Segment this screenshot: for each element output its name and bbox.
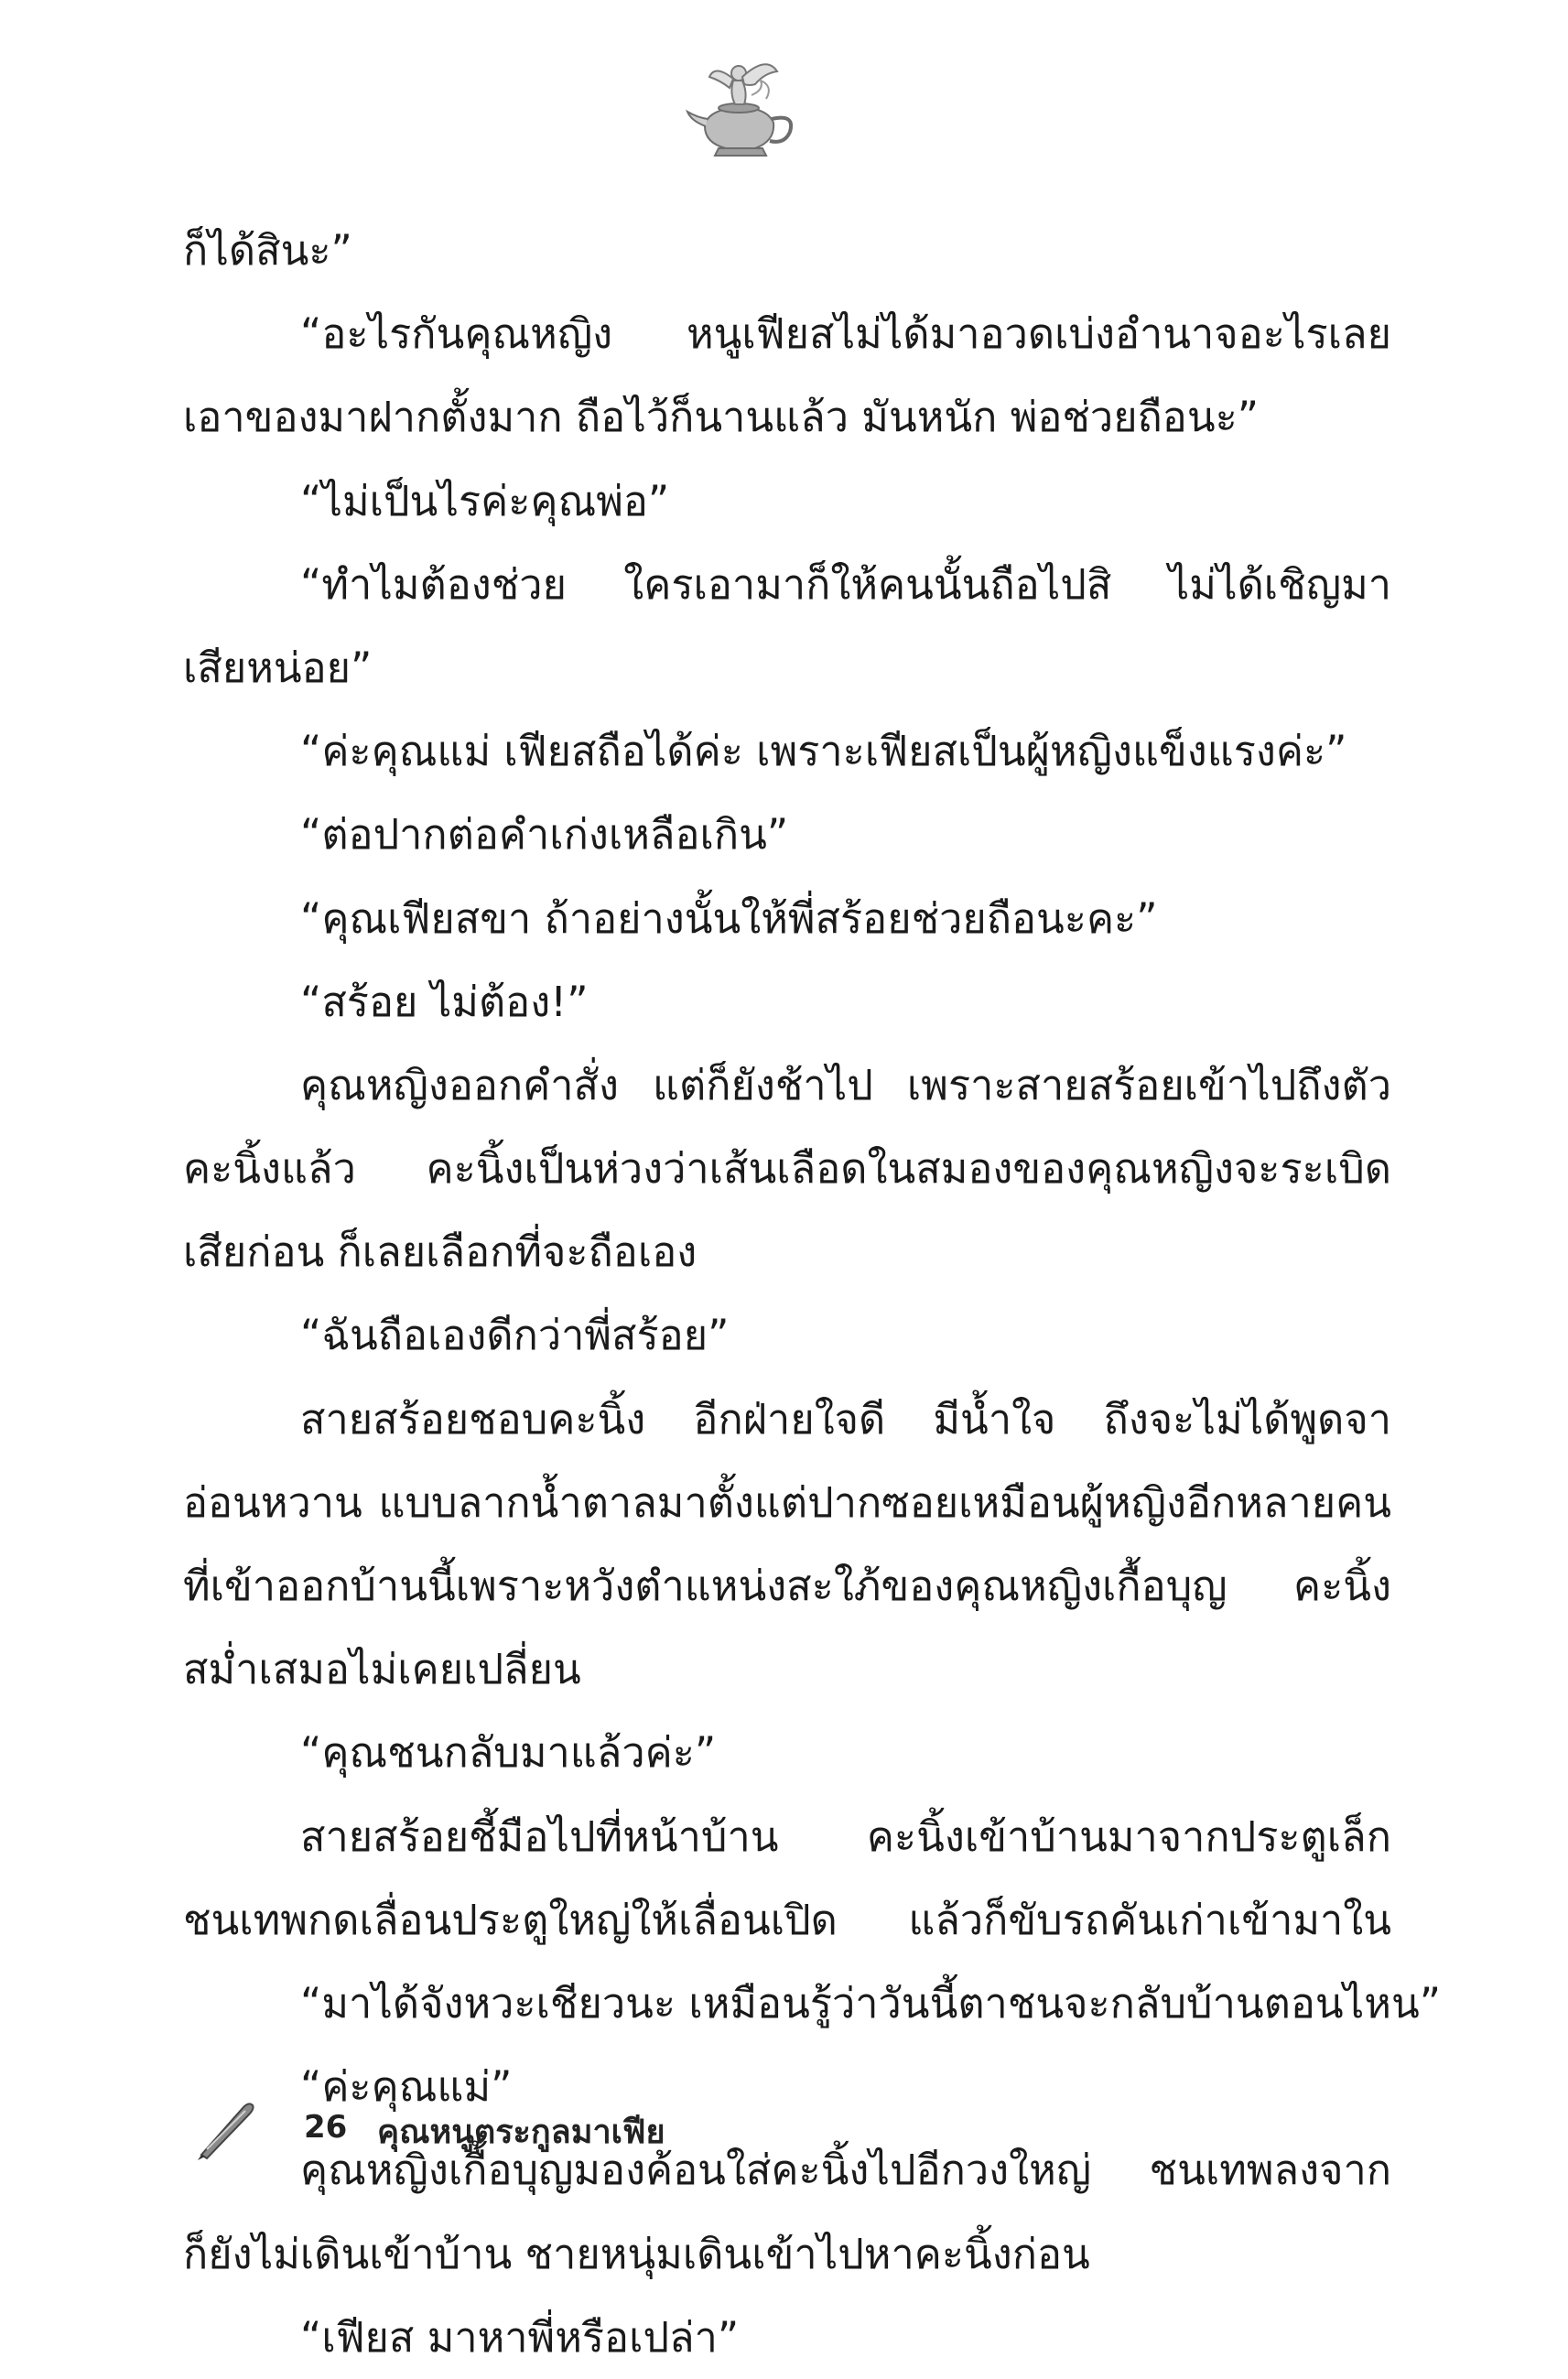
text-line: สม่ำเสมอไม่เคยเปลี่ยน xyxy=(183,1645,581,1694)
text-line: “อะไรกันคุณหญิง หนูเฟียสไม่ได้มาอวดเบ่งอำนาจอะไรเลย xyxy=(300,309,1391,359)
text-line: ที่เข้าออกบ้านนี้เพราะหวังตำแหน่งสะใภ้ของคุณหญิงเกื้อบุญ คะนิ้ง xyxy=(183,1562,1391,1610)
book-title: คุณหนูตระกูลมาเฟีย xyxy=(377,2114,665,2151)
text-line: “ต่อปากต่อคำเก่งเหลือเกิน” xyxy=(300,810,789,860)
text-line: “ค่ะคุณแม่ เฟียสถือได้ค่ะ เพราะเฟียสเป็นผู้หญิงแข็งแรงค่ะ” xyxy=(300,727,1347,776)
text-line: “คุณชนกลับมาแล้วค่ะ” xyxy=(300,1728,717,1778)
text-line: “เฟียส มาหาพี่หรือเปล่า” xyxy=(300,2312,740,2362)
text-line: “ทำไมต้องช่วย ใครเอามาก็ให้คนนั้นถือไปสิ ไม่ได้เชิญมา xyxy=(300,559,1391,609)
text-line: “มาได้จังหวะเชียวนะ เหมือนรู้ว่าวันนี้ตาชนจะกลับบ้านตอนไหน” xyxy=(300,1978,1442,2028)
text-line: สายสร้อยชี้มือไปที่หน้าบ้าน คะนิ้งเข้าบ้านมาจากประตูเล็ก xyxy=(300,1811,1391,1861)
text-line: เสียหน่อย” xyxy=(183,643,373,692)
text-line: ก็ได้สินะ” xyxy=(183,226,352,275)
text-line: “สร้อย ไม่ต้อง!” xyxy=(300,977,589,1026)
text-line: สายสร้อยชอบคะนิ้ง อีกฝ่ายใจดี มีน้ำใจ ถึงจะไม่ได้พูดจา xyxy=(300,1394,1391,1444)
text-line: “คุณเฟียสขา ถ้าอย่างนั้นให้พี่สร้อยช่วยถือนะคะ” xyxy=(300,893,1158,943)
angel-teapot-ornament-icon xyxy=(682,53,806,163)
body-text xyxy=(183,209,1442,2379)
text-line: คุณหญิงเกื้อบุญมองค้อนใส่คะนิ้งไปอีกวงใหญ่ ชนเทพลงจาก xyxy=(300,2146,1391,2195)
text-line: “ค่ะคุณแม่” xyxy=(300,2062,513,2112)
page-footer xyxy=(183,2096,1007,2169)
text-line: อ่อนหวาน แบบลากน้ำตาลมาตั้งแต่ปากซอยเหมือนผู้หญิงอีกหลายคน xyxy=(183,1477,1391,1527)
page-number: 26 xyxy=(304,2109,348,2146)
text-line: เสียก่อน ก็เลยเลือกที่จะถือเอง xyxy=(183,1227,697,1277)
text-line: เอาของมาฝากตั้งมาก ถือไว้ก็นานแล้ว มันหนัก พ่อช่วยถือนะ” xyxy=(183,393,1260,442)
text-line: “ไม่เป็นไรค่ะคุณพ่อ” xyxy=(300,476,670,525)
text-line: ก็ยังไม่เดินเข้าบ้าน ชายหนุ่มเดินเข้าไปหาคะนิ้งก่อน xyxy=(183,2229,1090,2278)
text-line: คะนิ้งแล้ว คะนิ้งเป็นห่วงว่าเส้นเลือดในสมองของคุณหญิงจะระเบิด xyxy=(183,1144,1391,1194)
quill-pen-icon xyxy=(194,2098,258,2162)
text-line: ชนเทพกดเลื่อนประตูใหญ่ให้เลื่อนเปิด แล้วก็ขับรถคันเก่าเข้ามาใน xyxy=(183,1895,1391,1944)
text-line: คุณหญิงออกคำสั่ง แต่ก็ยังช้าไป เพราะสายสร้อยเข้าไปถึงตัว xyxy=(300,1060,1391,1109)
text-line: “ฉันถือเองดีกว่าพี่สร้อย” xyxy=(300,1311,730,1360)
